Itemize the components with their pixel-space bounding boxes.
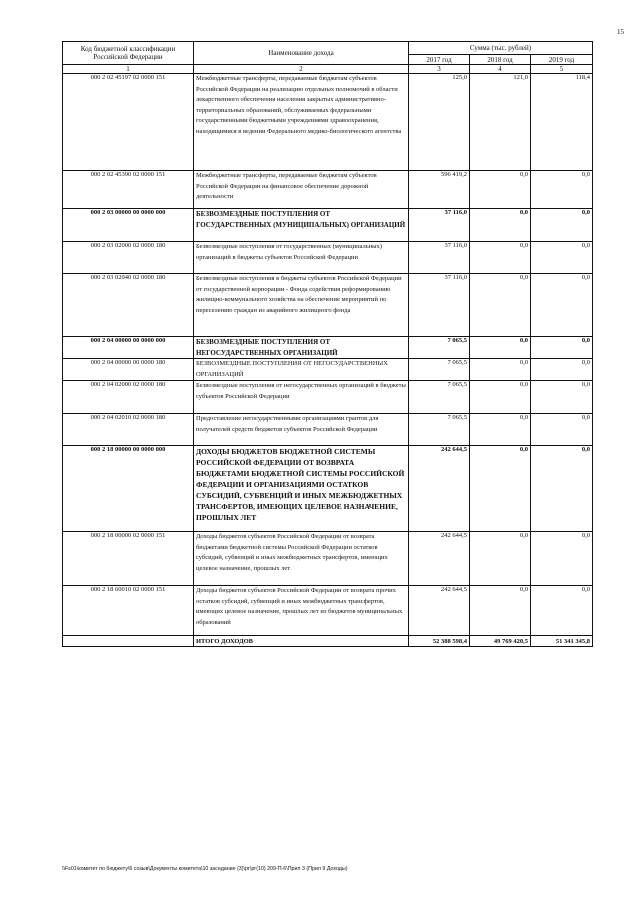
row-value-2019: 0,0 bbox=[531, 381, 593, 414]
table-row bbox=[63, 446, 593, 532]
table-row bbox=[63, 74, 593, 171]
table-row bbox=[63, 359, 593, 381]
row-code: 000 2 18 00000 00 0000 000 bbox=[63, 446, 194, 532]
table-row bbox=[63, 171, 593, 209]
row-value-2018: 121,0 bbox=[470, 74, 531, 171]
row-code: 000 2 03 02000 02 0000 180 bbox=[63, 242, 194, 274]
row-name: Безвозмездные поступления от негосударственных организаций в бюджеты субъектов Российской Федерации bbox=[194, 381, 409, 414]
row-value-2017: 37 116,0 bbox=[409, 274, 470, 337]
header-year-2019: 2019 год bbox=[531, 55, 593, 65]
row-value-2018: 0,0 bbox=[470, 171, 531, 209]
row-value-2017: 7 065,5 bbox=[409, 359, 470, 381]
row-value-2019: 0,0 bbox=[531, 532, 593, 586]
row-value-2019: 0,0 bbox=[531, 337, 593, 359]
header-year-2018: 2018 год bbox=[470, 55, 531, 65]
table-row bbox=[63, 381, 593, 414]
row-value-2019: 0,0 bbox=[531, 171, 593, 209]
row-code: 000 2 04 02000 02 0000 180 bbox=[63, 381, 194, 414]
row-value-2017: 596 419,2 bbox=[409, 171, 470, 209]
column-number: 3 bbox=[409, 65, 470, 74]
row-value-2018: 0,0 bbox=[470, 532, 531, 586]
row-value-2017: 125,0 bbox=[409, 74, 470, 171]
row-value-2019: 0,0 bbox=[531, 209, 593, 242]
row-value-2019: 118,4 bbox=[531, 74, 593, 171]
row-name: Безвозмездные поступления от государственных (муниципальных) организаций в бюджеты субъектов Российской Федерации bbox=[194, 242, 409, 274]
table-row bbox=[63, 532, 593, 586]
row-value-2019: 0,0 bbox=[531, 446, 593, 532]
revenue-table bbox=[62, 41, 593, 647]
row-value-2017: 242 644,5 bbox=[409, 446, 470, 532]
header-sum: Сумма (тыс. рублей) bbox=[409, 42, 593, 55]
total-label: ИТОГО ДОХОДОВ bbox=[194, 636, 409, 647]
row-code: 000 2 04 00000 00 0000 000 bbox=[63, 337, 194, 359]
row-value-2017: 37 116,0 bbox=[409, 209, 470, 242]
row-value-2018: 0,0 bbox=[470, 274, 531, 337]
row-value-2019: 0,0 bbox=[531, 274, 593, 337]
row-value-2018: 0,0 bbox=[470, 414, 531, 446]
total-value-2017: 52 388 598,4 bbox=[409, 636, 470, 647]
column-numbers-row bbox=[63, 65, 593, 74]
row-code: 000 2 18 60010 02 0000 151 bbox=[63, 586, 194, 636]
row-value-2019: 0,0 bbox=[531, 586, 593, 636]
row-value-2018: 0,0 bbox=[470, 446, 531, 532]
column-number: 4 bbox=[470, 65, 531, 74]
footer-file-path: \\Fs01\комитет по бюджету\6 созыв\Документы комитета\10 заседание (3)\рг\рг(10) 209-П-6\Прил 3 (Прил 9 Доходы) bbox=[62, 866, 348, 872]
row-value-2017: 242 644,5 bbox=[409, 532, 470, 586]
table-row bbox=[63, 337, 593, 359]
header-year-2017: 2017 год bbox=[409, 55, 470, 65]
row-name: БЕЗВОЗМЕЗДНЫЕ ПОСТУПЛЕНИЯ ОТ НЕГОСУДАРСТВЕННЫХ ОРГАНИЗАЦИЙ bbox=[194, 359, 409, 381]
row-code: 000 2 02 45197 02 0000 151 bbox=[63, 74, 194, 171]
row-value-2017: 7 065,5 bbox=[409, 337, 470, 359]
column-number: 1 bbox=[63, 65, 194, 74]
table-row bbox=[63, 274, 593, 337]
row-name: Доходы бюджетов субъектов Российской Федерации от возврата бюджетами бюджетной системы Российской Федерации остатков субсидий, субвенций и иных межбюджетных трансфертов, имеющих целевое назначение, прошлых лет bbox=[194, 532, 409, 586]
row-value-2018: 0,0 bbox=[470, 586, 531, 636]
row-value-2019: 0,0 bbox=[531, 359, 593, 381]
row-value-2019: 0,0 bbox=[531, 242, 593, 274]
row-name: Межбюджетные трансферты, передаваемые бюджетам субъектов Российской Федерации на реализацию отдельных полномочий в области лекарственного обеспечения населения закрытых административно-территориальных образований, обслуживаемых федеральными государственными бюджетными учреждениями здравоохранения, находящимися в ведении Федерального медико-биологического агентства bbox=[194, 74, 409, 171]
row-value-2017: 7 065,5 bbox=[409, 381, 470, 414]
row-name: Предоставление негосударственными организациями грантов для получателей средств бюджетов субъектов Российской Федерации bbox=[194, 414, 409, 446]
row-code: 000 2 03 02040 02 0000 180 bbox=[63, 274, 194, 337]
row-value-2018: 0,0 bbox=[470, 242, 531, 274]
row-name: Безвозмездные поступления в бюджеты субъектов Российской Федерации от государственной корпорации - Фонда содействия реформированию жилищно-коммунального хозяйства на обеспечение мероприятий по переселению граждан из аварийного жилищного фонда bbox=[194, 274, 409, 337]
table-row bbox=[63, 414, 593, 446]
row-name: БЕЗВОЗМЕЗДНЫЕ ПОСТУПЛЕНИЯ ОТ ГОСУДАРСТВЕННЫХ (МУНИЦИПАЛЬНЫХ) ОРГАНИЗАЦИЙ bbox=[194, 209, 409, 242]
row-name: Доходы бюджетов субъектов Российской Федерации от возврата прочих остатков субсидий, субвенций и иных межбюджетных трансфертов, имеющих целевое назначение, прошлых лет из бюджетов муниципальных образований bbox=[194, 586, 409, 636]
row-name: ДОХОДЫ БЮДЖЕТОВ БЮДЖЕТНОЙ СИСТЕМЫ РОССИЙСКОЙ ФЕДЕРАЦИИ ОТ ВОЗВРАТА БЮДЖЕТАМИ БЮДЖЕТНОЙ СИСТЕМЫ РОССИЙСКОЙ ФЕДЕРАЦИИ И ОРГАНИЗАЦИЯМИ ОСТАТКОВ СУБСИДИЙ, СУБВЕНЦИЙ И ИНЫХ МЕЖБЮДЖЕТНЫХ ТРАНСФЕРТОВ, ИМЕЮЩИХ ЦЕЛЕВОЕ НАЗНАЧЕНИЕ, ПРОШЛЫХ ЛЕТ bbox=[194, 446, 409, 532]
table-row bbox=[63, 242, 593, 274]
row-name: Межбюджетные трансферты, передаваемые бюджетам субъектов Российской Федерации на финансовое обеспечение дорожной деятельности bbox=[194, 171, 409, 209]
total-row bbox=[63, 636, 593, 647]
table-row bbox=[63, 586, 593, 636]
header-name: Наименование дохода bbox=[194, 42, 409, 65]
row-code: 000 2 04 02010 02 0000 180 bbox=[63, 414, 194, 446]
row-code: 000 2 04 00000 00 0000 180 bbox=[63, 359, 194, 381]
total-value-2018: 49 769 420,5 bbox=[470, 636, 531, 647]
row-value-2019: 0,0 bbox=[531, 414, 593, 446]
total-value-2019: 51 341 345,8 bbox=[531, 636, 593, 647]
column-number: 2 bbox=[194, 65, 409, 74]
total-code-cell bbox=[63, 636, 194, 647]
row-code: 000 2 02 45390 02 0000 151 bbox=[63, 171, 194, 209]
row-value-2018: 0,0 bbox=[470, 337, 531, 359]
row-value-2017: 242 644,5 bbox=[409, 586, 470, 636]
column-number: 5 bbox=[531, 65, 593, 74]
row-code: 000 2 18 00000 02 0000 151 bbox=[63, 532, 194, 586]
row-value-2017: 37 116,0 bbox=[409, 242, 470, 274]
row-name: БЕЗВОЗМЕЗДНЫЕ ПОСТУПЛЕНИЯ ОТ НЕГОСУДАРСТВЕННЫХ ОРГАНИЗАЦИЙ bbox=[194, 337, 409, 359]
table-row bbox=[63, 209, 593, 242]
page-number: 15 bbox=[617, 28, 624, 36]
row-code: 000 2 03 00000 00 0000 000 bbox=[63, 209, 194, 242]
row-value-2018: 0,0 bbox=[470, 359, 531, 381]
row-value-2018: 0,0 bbox=[470, 381, 531, 414]
row-value-2017: 7 065,5 bbox=[409, 414, 470, 446]
row-value-2018: 0,0 bbox=[470, 209, 531, 242]
header-code: Код бюджетной классификации Российской Федерации bbox=[63, 42, 194, 65]
